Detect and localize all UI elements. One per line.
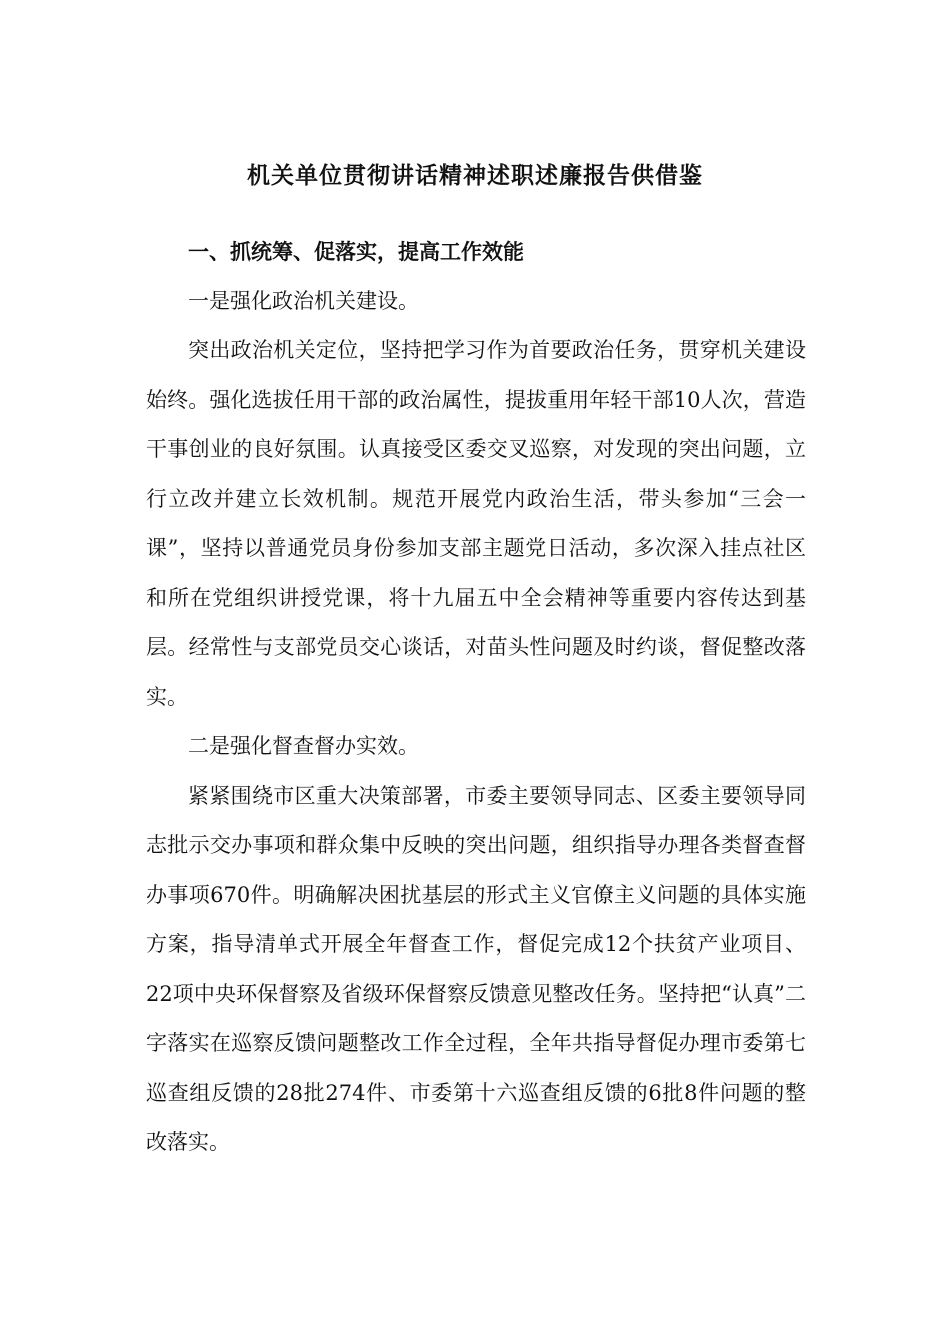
document-title: 机关单位贯彻讲话精神述职述廉报告供借鉴 — [247, 162, 703, 189]
subheading-paragraph: 一是强化政治机关建设。 — [188, 288, 419, 313]
subheading-paragraph: 二是强化督查督办实效。 — [188, 734, 419, 758]
document-body — [146, 227, 806, 1168]
section-heading: 一、抓统筹、促落实，提高工作效能 — [188, 239, 524, 264]
body-paragraph: 突出政治机关定位，坚持把学习作为首要政治任务，贯穿机关建设始终。强化选拔任用干部的政治属性，提拔重用年轻干部10人次，营造干事创业的良好氛围。认真接受区委交叉巡察，对发现的突出问题，立行立改并建立长效机制。规范开展党内政治生活，带头参加“三会一课”，坚持以普通党员身份参加支部主题党日活动，多次深入挂点社区和所在党组织讲授党课，将十九届五中全会精神等重要内容传达到基层。经常性与支部党员交心谈话，对苗头性问题及时约谈，督促整改落实。 — [146, 338, 806, 709]
body-paragraph: 紧紧围绕市区重大决策部署，市委主要领导同志、区委主要领导同志批示交办事项和群众集中反映的突出问题，组织指导办理各类督查督办事项670件。明确解决困扰基层的形式主义官僚主义问题的具体实施方案，指导清单式开展全年督查工作，督促完成12个扶贫产业项目、22项中央环保督察及省级环保督察反馈意见整改任务。坚持把“认真”二字落实在巡察反馈问题整改工作全过程，全年共指导督促办理市委第七巡查组反馈的28批274件、市委第十六巡查组反馈的6批8件问题的整改落实。 — [146, 783, 806, 1154]
